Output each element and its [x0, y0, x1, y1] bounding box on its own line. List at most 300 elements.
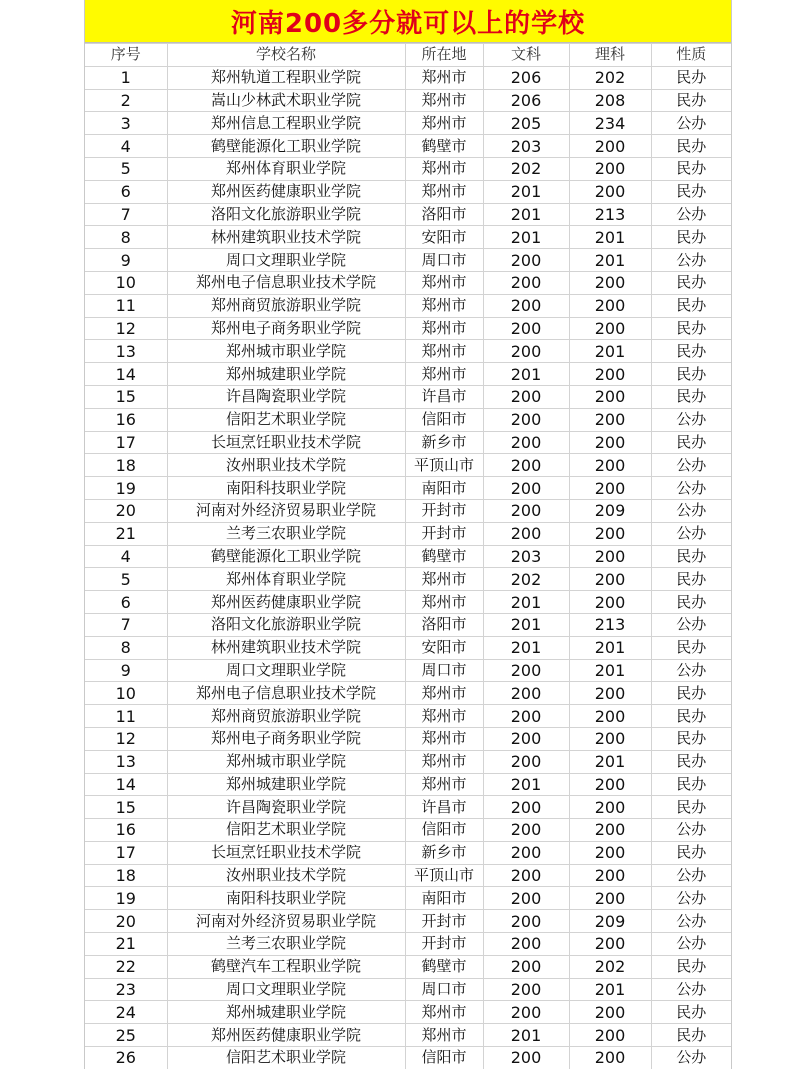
row-index: 20	[85, 499, 167, 522]
liberal-arts-score: 201	[483, 613, 569, 636]
liberal-arts-score: 200	[483, 1047, 569, 1069]
school-type: 民办	[651, 226, 731, 249]
science-score: 200	[569, 682, 651, 705]
liberal-arts-score: 200	[483, 477, 569, 500]
science-score: 200	[569, 157, 651, 180]
location: 许昌市	[405, 385, 483, 408]
school-type: 民办	[651, 750, 731, 773]
science-score: 200	[569, 431, 651, 454]
row-index: 18	[85, 454, 167, 477]
science-score: 201	[569, 249, 651, 272]
school-type: 民办	[651, 727, 731, 750]
liberal-arts-score: 200	[483, 705, 569, 728]
table-row	[85, 340, 731, 363]
school-name: 林州建筑职业技术学院	[167, 226, 405, 249]
school-type: 公办	[651, 203, 731, 226]
header-index: 序号	[85, 44, 167, 67]
school-type: 民办	[651, 431, 731, 454]
liberal-arts-score: 200	[483, 819, 569, 842]
school-name: 兰考三农职业学院	[167, 522, 405, 545]
school-type: 民办	[651, 89, 731, 112]
school-type: 民办	[651, 1024, 731, 1047]
school-type: 民办	[651, 796, 731, 819]
science-score: 200	[569, 294, 651, 317]
science-score: 200	[569, 1001, 651, 1024]
row-index: 26	[85, 1047, 167, 1069]
school-name: 南阳科技职业学院	[167, 477, 405, 500]
table-row	[85, 819, 731, 842]
school-type: 民办	[651, 705, 731, 728]
location: 郑州市	[405, 727, 483, 750]
location: 郑州市	[405, 1024, 483, 1047]
table-row	[85, 294, 731, 317]
table-row	[85, 910, 731, 933]
table-row	[85, 477, 731, 500]
table-row	[85, 112, 731, 135]
liberal-arts-score: 200	[483, 294, 569, 317]
location: 郑州市	[405, 568, 483, 591]
location: 郑州市	[405, 773, 483, 796]
table-body	[85, 66, 731, 1069]
row-index: 11	[85, 705, 167, 728]
header-type: 性质	[651, 44, 731, 67]
location: 洛阳市	[405, 203, 483, 226]
school-type: 民办	[651, 568, 731, 591]
location: 新乡市	[405, 431, 483, 454]
school-type: 公办	[651, 978, 731, 1001]
table-row	[85, 841, 731, 864]
science-score: 200	[569, 385, 651, 408]
liberal-arts-score: 201	[483, 203, 569, 226]
liberal-arts-score: 200	[483, 340, 569, 363]
row-index: 5	[85, 157, 167, 180]
school-type: 公办	[651, 910, 731, 933]
school-type: 民办	[651, 271, 731, 294]
location: 信阳市	[405, 1047, 483, 1069]
location: 郑州市	[405, 112, 483, 135]
table-row	[85, 773, 731, 796]
school-name: 郑州电子商务职业学院	[167, 317, 405, 340]
science-score: 200	[569, 317, 651, 340]
school-name: 郑州城建职业学院	[167, 363, 405, 386]
science-score: 209	[569, 910, 651, 933]
location: 郑州市	[405, 340, 483, 363]
liberal-arts-score: 201	[483, 226, 569, 249]
school-type: 民办	[651, 363, 731, 386]
school-name: 南阳科技职业学院	[167, 887, 405, 910]
school-type: 民办	[651, 1001, 731, 1024]
row-index: 16	[85, 408, 167, 431]
school-name: 汝州职业技术学院	[167, 454, 405, 477]
header-science: 理科	[569, 44, 651, 67]
liberal-arts-score: 203	[483, 545, 569, 568]
location: 信阳市	[405, 408, 483, 431]
science-score: 200	[569, 363, 651, 386]
science-score: 200	[569, 454, 651, 477]
location: 郑州市	[405, 66, 483, 89]
location: 郑州市	[405, 705, 483, 728]
school-type: 民办	[651, 66, 731, 89]
row-index: 22	[85, 955, 167, 978]
location: 郑州市	[405, 271, 483, 294]
location: 郑州市	[405, 591, 483, 614]
school-name: 信阳艺术职业学院	[167, 1047, 405, 1069]
school-name: 河南对外经济贸易职业学院	[167, 910, 405, 933]
row-index: 13	[85, 750, 167, 773]
school-name: 鹤壁能源化工职业学院	[167, 545, 405, 568]
row-index: 12	[85, 727, 167, 750]
location: 周口市	[405, 978, 483, 1001]
table-header	[85, 44, 731, 67]
table-row	[85, 613, 731, 636]
row-index: 25	[85, 1024, 167, 1047]
table-row	[85, 454, 731, 477]
table-row	[85, 522, 731, 545]
row-index: 8	[85, 226, 167, 249]
school-table	[85, 43, 731, 1069]
row-index: 15	[85, 385, 167, 408]
location: 郑州市	[405, 682, 483, 705]
row-index: 12	[85, 317, 167, 340]
school-type: 民办	[651, 841, 731, 864]
location: 郑州市	[405, 89, 483, 112]
table-row	[85, 89, 731, 112]
school-name: 信阳艺术职业学院	[167, 408, 405, 431]
row-index: 8	[85, 636, 167, 659]
school-type: 民办	[651, 591, 731, 614]
school-name: 洛阳文化旅游职业学院	[167, 613, 405, 636]
science-score: 200	[569, 408, 651, 431]
table-row	[85, 249, 731, 272]
science-score: 201	[569, 340, 651, 363]
row-index: 19	[85, 887, 167, 910]
table-row	[85, 887, 731, 910]
liberal-arts-score: 200	[483, 864, 569, 887]
school-type: 公办	[651, 249, 731, 272]
school-type: 公办	[651, 613, 731, 636]
liberal-arts-score: 200	[483, 454, 569, 477]
science-score: 208	[569, 89, 651, 112]
table-row	[85, 203, 731, 226]
science-score: 213	[569, 613, 651, 636]
science-score: 200	[569, 727, 651, 750]
row-index: 18	[85, 864, 167, 887]
school-name: 长垣烹饪职业技术学院	[167, 431, 405, 454]
location: 开封市	[405, 910, 483, 933]
science-score: 200	[569, 841, 651, 864]
science-score: 200	[569, 591, 651, 614]
liberal-arts-score: 201	[483, 636, 569, 659]
location: 鹤壁市	[405, 955, 483, 978]
school-name: 汝州职业技术学院	[167, 864, 405, 887]
location: 平顶山市	[405, 454, 483, 477]
header-school-name: 学校名称	[167, 44, 405, 67]
school-type: 公办	[651, 819, 731, 842]
liberal-arts-score: 200	[483, 385, 569, 408]
school-name: 许昌陶瓷职业学院	[167, 385, 405, 408]
science-score: 200	[569, 1047, 651, 1069]
liberal-arts-score: 200	[483, 522, 569, 545]
school-name: 河南对外经济贸易职业学院	[167, 499, 405, 522]
science-score: 200	[569, 545, 651, 568]
liberal-arts-score: 200	[483, 317, 569, 340]
location: 鹤壁市	[405, 135, 483, 158]
science-score: 200	[569, 135, 651, 158]
spreadsheet	[84, 0, 732, 1069]
location: 安阳市	[405, 226, 483, 249]
table-row	[85, 864, 731, 887]
row-index: 11	[85, 294, 167, 317]
school-name: 鹤壁能源化工职业学院	[167, 135, 405, 158]
table-row	[85, 157, 731, 180]
row-index: 6	[85, 180, 167, 203]
table-row	[85, 1047, 731, 1069]
science-score: 201	[569, 978, 651, 1001]
liberal-arts-score: 200	[483, 841, 569, 864]
science-score: 201	[569, 226, 651, 249]
row-index: 24	[85, 1001, 167, 1024]
science-score: 200	[569, 705, 651, 728]
table-row	[85, 180, 731, 203]
header-location: 所在地	[405, 44, 483, 67]
science-score: 201	[569, 659, 651, 682]
table-row	[85, 933, 731, 956]
liberal-arts-score: 200	[483, 955, 569, 978]
school-type: 民办	[651, 636, 731, 659]
science-score: 200	[569, 1024, 651, 1047]
school-type: 公办	[651, 499, 731, 522]
school-type: 民办	[651, 340, 731, 363]
science-score: 200	[569, 819, 651, 842]
school-type: 公办	[651, 477, 731, 500]
table-row	[85, 226, 731, 249]
table-row	[85, 591, 731, 614]
liberal-arts-score: 205	[483, 112, 569, 135]
table-row	[85, 545, 731, 568]
school-name: 郑州信息工程职业学院	[167, 112, 405, 135]
school-type: 公办	[651, 659, 731, 682]
table-row	[85, 636, 731, 659]
row-index: 10	[85, 271, 167, 294]
row-index: 4	[85, 135, 167, 158]
location: 安阳市	[405, 636, 483, 659]
row-index: 9	[85, 249, 167, 272]
science-score: 200	[569, 933, 651, 956]
row-index: 17	[85, 431, 167, 454]
title-bar	[85, 0, 731, 43]
table-row	[85, 796, 731, 819]
row-index: 21	[85, 933, 167, 956]
school-name: 郑州医药健康职业学院	[167, 1024, 405, 1047]
science-score: 200	[569, 887, 651, 910]
liberal-arts-score: 200	[483, 1001, 569, 1024]
science-score: 209	[569, 499, 651, 522]
school-type: 公办	[651, 864, 731, 887]
row-index: 9	[85, 659, 167, 682]
location: 信阳市	[405, 819, 483, 842]
header-row	[85, 44, 731, 67]
school-name: 林州建筑职业技术学院	[167, 636, 405, 659]
location: 郑州市	[405, 180, 483, 203]
school-type: 民办	[651, 773, 731, 796]
location: 南阳市	[405, 477, 483, 500]
liberal-arts-score: 200	[483, 271, 569, 294]
school-type: 公办	[651, 454, 731, 477]
location: 平顶山市	[405, 864, 483, 887]
location: 新乡市	[405, 841, 483, 864]
school-type: 民办	[651, 545, 731, 568]
table-row	[85, 682, 731, 705]
science-score: 200	[569, 864, 651, 887]
row-index: 17	[85, 841, 167, 864]
liberal-arts-score: 206	[483, 89, 569, 112]
location: 开封市	[405, 933, 483, 956]
row-index: 6	[85, 591, 167, 614]
location: 许昌市	[405, 796, 483, 819]
row-index: 3	[85, 112, 167, 135]
school-name: 郑州城市职业学院	[167, 340, 405, 363]
table-row	[85, 408, 731, 431]
science-score: 213	[569, 203, 651, 226]
table-row	[85, 135, 731, 158]
liberal-arts-score: 201	[483, 591, 569, 614]
row-index: 15	[85, 796, 167, 819]
table-row	[85, 1024, 731, 1047]
liberal-arts-score: 200	[483, 682, 569, 705]
school-name: 郑州电子信息职业技术学院	[167, 271, 405, 294]
location: 郑州市	[405, 1001, 483, 1024]
liberal-arts-score: 200	[483, 933, 569, 956]
school-name: 周口文理职业学院	[167, 978, 405, 1001]
school-name: 洛阳文化旅游职业学院	[167, 203, 405, 226]
school-name: 周口文理职业学院	[167, 249, 405, 272]
row-index: 5	[85, 568, 167, 591]
school-type: 民办	[651, 682, 731, 705]
school-name: 嵩山少林武术职业学院	[167, 89, 405, 112]
location: 南阳市	[405, 887, 483, 910]
science-score: 200	[569, 180, 651, 203]
table-row	[85, 271, 731, 294]
school-name: 郑州轨道工程职业学院	[167, 66, 405, 89]
liberal-arts-score: 200	[483, 499, 569, 522]
liberal-arts-score: 202	[483, 568, 569, 591]
school-name: 周口文理职业学院	[167, 659, 405, 682]
school-type: 公办	[651, 1047, 731, 1069]
row-index: 21	[85, 522, 167, 545]
row-index: 19	[85, 477, 167, 500]
row-index: 1	[85, 66, 167, 89]
table-row	[85, 705, 731, 728]
location: 郑州市	[405, 363, 483, 386]
school-type: 民办	[651, 317, 731, 340]
school-type: 公办	[651, 887, 731, 910]
liberal-arts-score: 200	[483, 727, 569, 750]
row-index: 14	[85, 773, 167, 796]
science-score: 202	[569, 66, 651, 89]
school-name: 长垣烹饪职业技术学院	[167, 841, 405, 864]
row-index: 14	[85, 363, 167, 386]
school-type: 公办	[651, 522, 731, 545]
liberal-arts-score: 200	[483, 408, 569, 431]
school-type: 民办	[651, 294, 731, 317]
science-score: 200	[569, 522, 651, 545]
table-row	[85, 955, 731, 978]
school-name: 兰考三农职业学院	[167, 933, 405, 956]
row-index: 4	[85, 545, 167, 568]
row-index: 7	[85, 613, 167, 636]
liberal-arts-score: 200	[483, 750, 569, 773]
school-type: 民办	[651, 157, 731, 180]
science-score: 200	[569, 568, 651, 591]
liberal-arts-score: 200	[483, 887, 569, 910]
school-type: 公办	[651, 933, 731, 956]
school-name: 郑州电子信息职业技术学院	[167, 682, 405, 705]
header-liberal-arts: 文科	[483, 44, 569, 67]
table-row	[85, 317, 731, 340]
school-name: 郑州商贸旅游职业学院	[167, 294, 405, 317]
location: 郑州市	[405, 317, 483, 340]
school-type: 公办	[651, 408, 731, 431]
table-row	[85, 659, 731, 682]
table-row	[85, 568, 731, 591]
liberal-arts-score: 200	[483, 796, 569, 819]
location: 洛阳市	[405, 613, 483, 636]
school-name: 鹤壁汽车工程职业学院	[167, 955, 405, 978]
school-name: 郑州体育职业学院	[167, 568, 405, 591]
school-name: 郑州城建职业学院	[167, 773, 405, 796]
row-index: 20	[85, 910, 167, 933]
liberal-arts-score: 200	[483, 659, 569, 682]
school-name: 许昌陶瓷职业学院	[167, 796, 405, 819]
row-index: 16	[85, 819, 167, 842]
school-type: 民办	[651, 180, 731, 203]
science-score: 200	[569, 271, 651, 294]
science-score: 201	[569, 750, 651, 773]
liberal-arts-score: 203	[483, 135, 569, 158]
school-name: 信阳艺术职业学院	[167, 819, 405, 842]
school-name: 郑州电子商务职业学院	[167, 727, 405, 750]
school-name: 郑州商贸旅游职业学院	[167, 705, 405, 728]
liberal-arts-score: 201	[483, 773, 569, 796]
liberal-arts-score: 200	[483, 910, 569, 933]
table-row	[85, 1001, 731, 1024]
table-row	[85, 727, 731, 750]
table-row	[85, 978, 731, 1001]
liberal-arts-score: 201	[483, 180, 569, 203]
table-row	[85, 431, 731, 454]
liberal-arts-score: 202	[483, 157, 569, 180]
table-row	[85, 66, 731, 89]
row-index: 10	[85, 682, 167, 705]
school-name: 郑州城市职业学院	[167, 750, 405, 773]
table-row	[85, 499, 731, 522]
science-score: 200	[569, 796, 651, 819]
row-index: 23	[85, 978, 167, 1001]
liberal-arts-score: 201	[483, 363, 569, 386]
school-type: 民办	[651, 385, 731, 408]
school-name: 郑州体育职业学院	[167, 157, 405, 180]
science-score: 234	[569, 112, 651, 135]
liberal-arts-score: 206	[483, 66, 569, 89]
table-row	[85, 750, 731, 773]
location: 鹤壁市	[405, 545, 483, 568]
location: 开封市	[405, 499, 483, 522]
page-title: 河南200多分就可以上的学校	[230, 8, 586, 39]
table-row	[85, 363, 731, 386]
school-type: 民办	[651, 955, 731, 978]
location: 周口市	[405, 249, 483, 272]
row-index: 7	[85, 203, 167, 226]
